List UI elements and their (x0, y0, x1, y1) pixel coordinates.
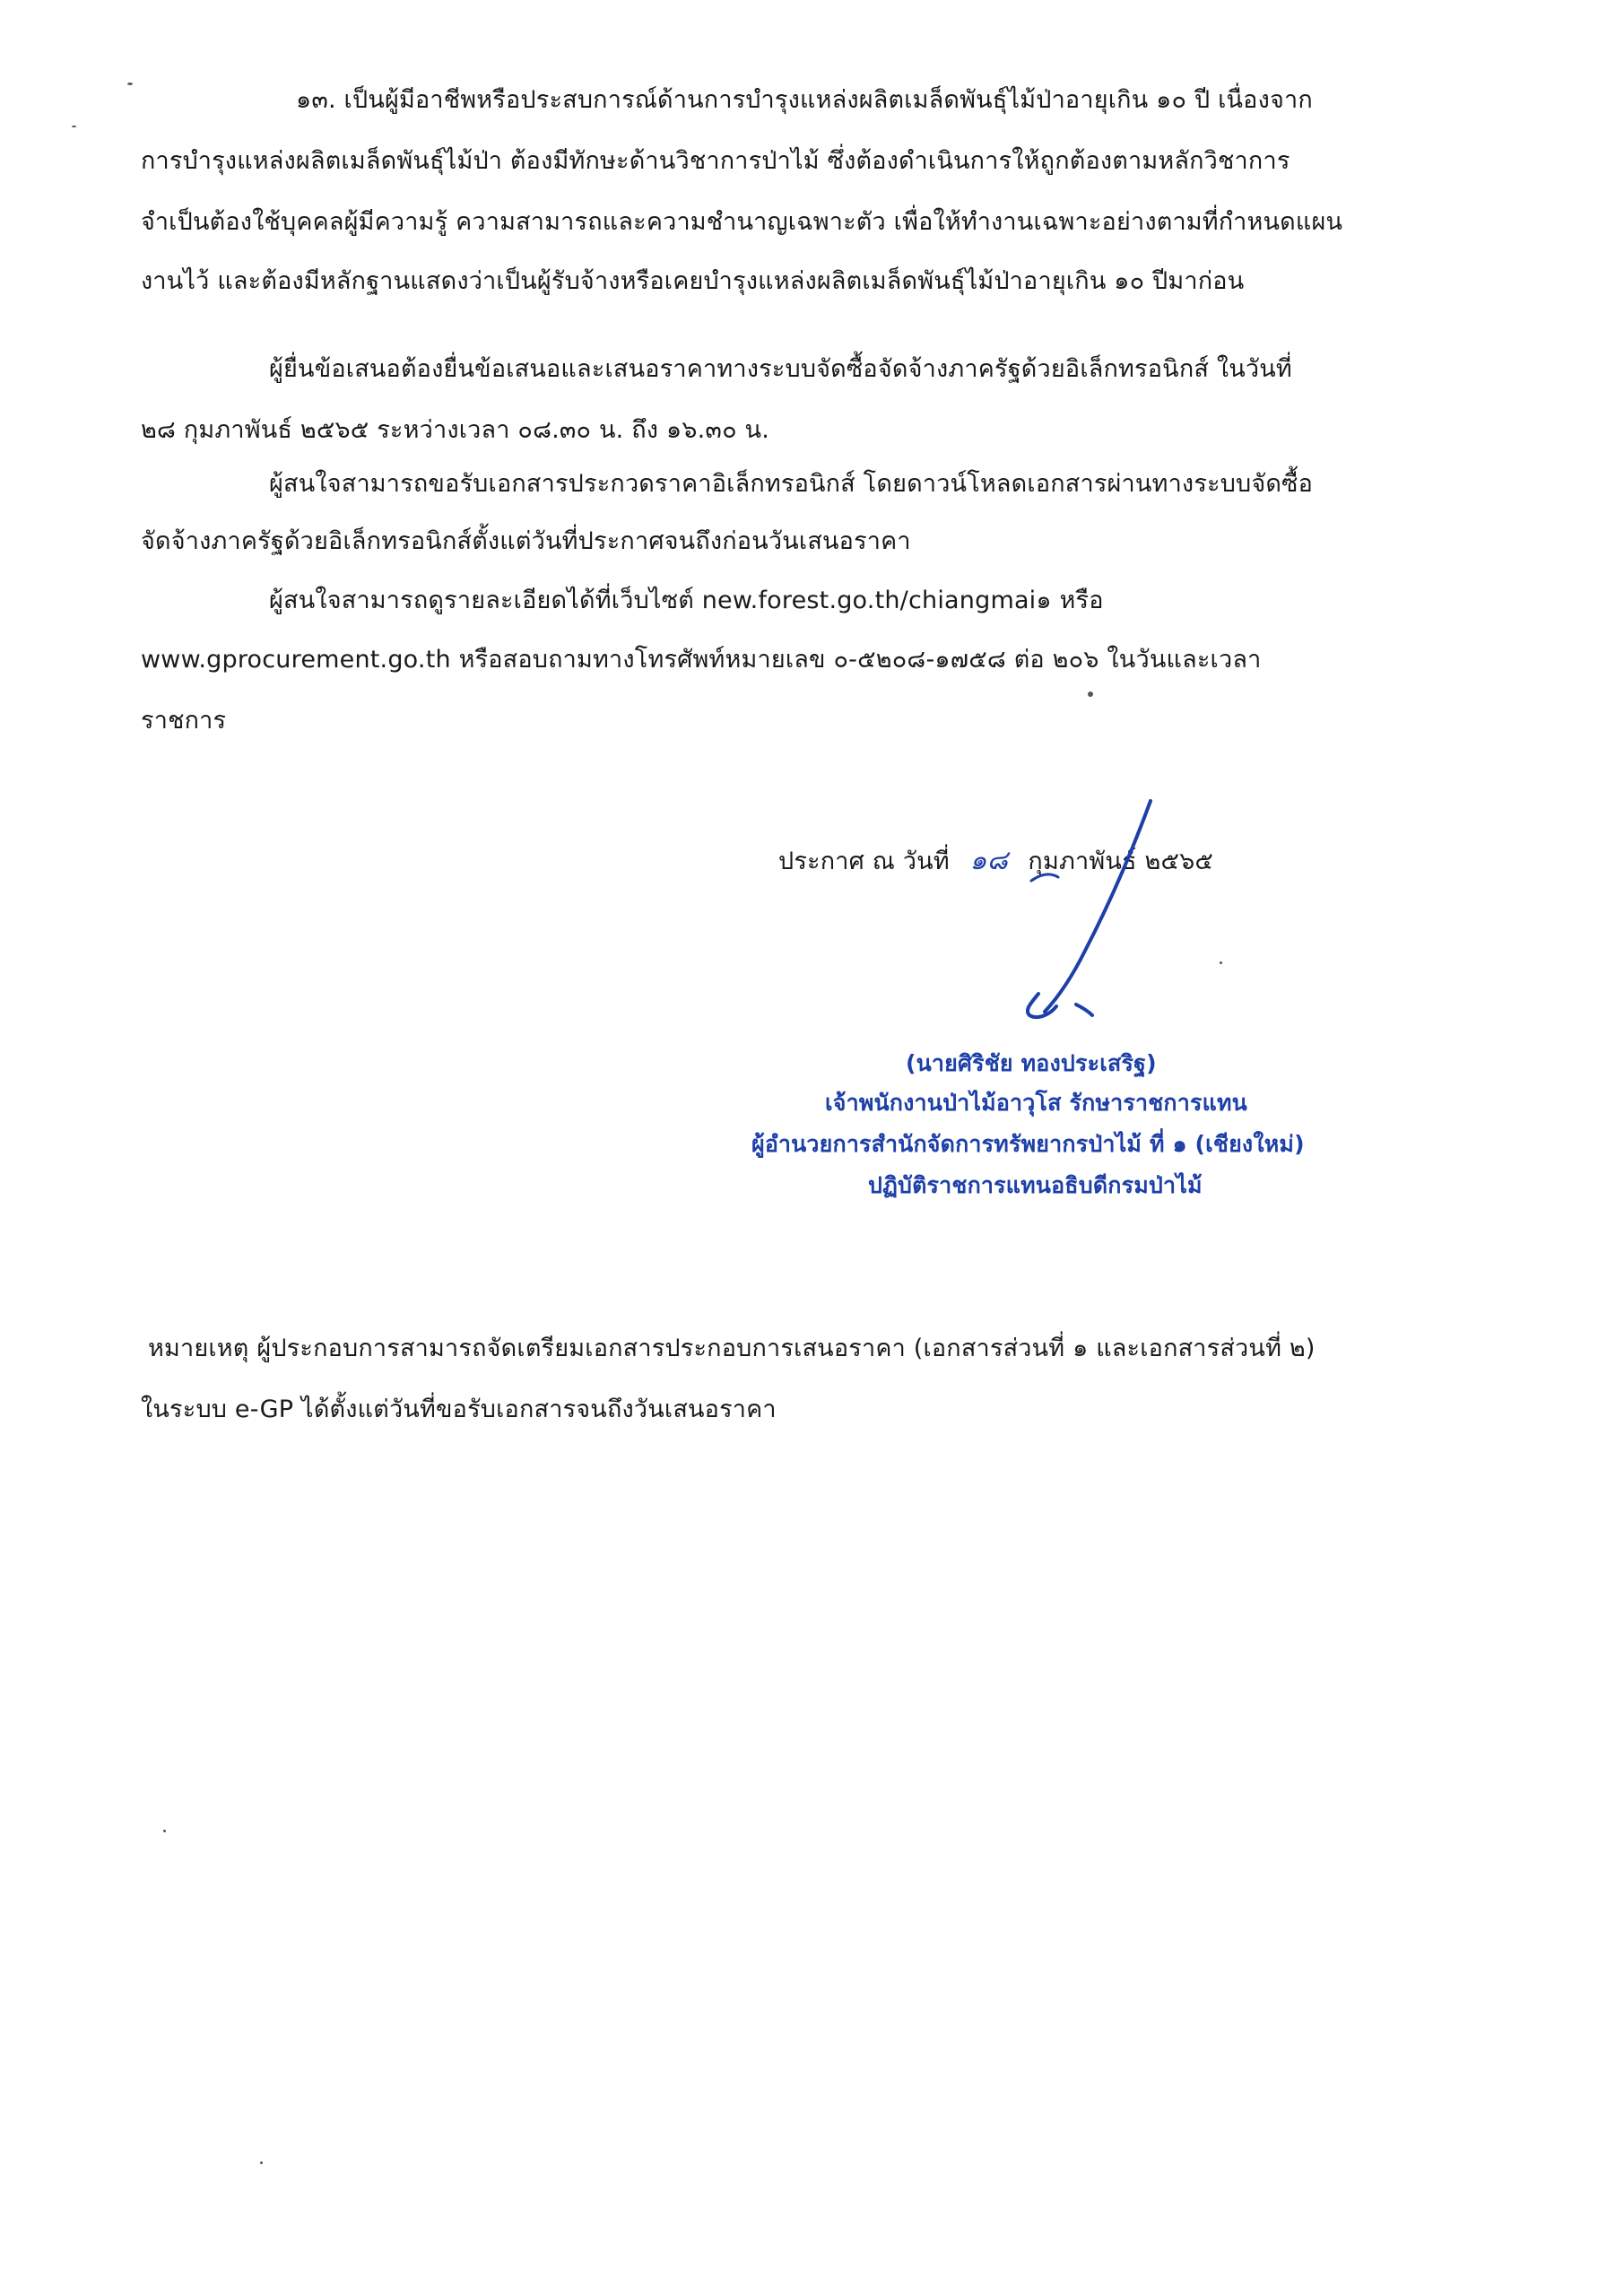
para13-line-2: การบำรุงแหล่งผลิตเมล็ดพันธุ์ไม้ป่า ต้องมีทักษะด้านวิชาการป่าไม้ ซึ่งต้องดำเนินการให้ถูกต้องตามหลักวิชาการ (141, 147, 1290, 175)
signatory-acting: ปฏิบัติราชการแทนอธิบดีกรมป่าไม้ (868, 1172, 1203, 1198)
contact-line-3: ราชการ (141, 707, 227, 735)
contact-line-2: www.gprocurement.go.th หรือสอบถามทางโทรศัพท์หมายเลข ๐-๕๒๐๘-๑๗๕๘ ต่อ ๒๐๖ ในวันและเวลา (141, 646, 1262, 674)
para13-line-1: ๑๓. เป็นผู้มีอาชีพหรือประสบการณ์ด้านการบำรุงแหล่งผลิตเมล็ดพันธุ์ไม้ป่าอายุเกิน ๑๐ ปี เนื่องจาก (296, 86, 1313, 114)
signatory-position: เจ้าพนักงานป่าไม้อาวุโส รักษาราชการแทน (825, 1090, 1247, 1116)
signatory-name: (นายศิริชัย ทองประเสริฐ) (906, 1050, 1157, 1076)
scan-speck (72, 126, 76, 127)
scan-speck (163, 1830, 166, 1832)
scan-speck (1220, 961, 1222, 964)
signatory-office: ผู้อำนวยการสำนักจัดการทรัพยากรป่าไม้ ที่ ๑ (เชียงใหม่) (751, 1131, 1305, 1157)
remark-line-2: ในระบบ e-GP ได้ตั้งแต่วันที่ขอรับเอกสารจนถึงวันเสนอราคา (141, 1396, 777, 1423)
submission-line-2: ๒๘ กุมภาพันธ์ ๒๕๖๕ ระหว่างเวลา ๐๘.๓๐ น. ถึง ๑๖.๓๐ น. (141, 416, 769, 444)
handwritten-day: ๑๘ (969, 845, 1008, 876)
contact-line-1: ผู้สนใจสามารถดูรายละเอียดได้ที่เว็บไซต์ new.forest.go.th/chiangmai๑ หรือ (269, 587, 1104, 614)
documents-line-2: จัดจ้างภาครัฐด้วยอิเล็กทรอนิกส์ตั้งแต่วันที่ประกาศจนถึงก่อนวันเสนอราคา (141, 527, 911, 555)
announcement-month-year: กุมภาพันธ์ ๒๕๖๕ (1028, 848, 1214, 875)
scan-speck (127, 83, 133, 85)
remark-line-1: หมายเหตุ ผู้ประกอบการสามารถจัดเตรียมเอกสารประกอบการเสนอราคา (เอกสารส่วนที่ ๑ และเอกสารส่วนที่ ๒) (148, 1335, 1316, 1362)
para13-line-4: งานไว้ และต้องมีหลักฐานแสดงว่าเป็นผู้รับจ้างหรือเคยบำรุงแหล่งผลิตเมล็ดพันธุ์ไม้ป่าอายุเกิน ๑๐ ปีมาก่อน (141, 267, 1245, 295)
announcement-prefix: ประกาศ ณ วันที่ (778, 848, 950, 875)
documents-line-1: ผู้สนใจสามารถขอรับเอกสารประกวดราคาอิเล็กทรอนิกส์ โดยดาวน์โหลดเอกสารผ่านทางระบบจัดซื้อ (269, 470, 1314, 498)
para13-line-3: จำเป็นต้องใช้บุคคลผู้มีความรู้ ความสามารถและความชำนาญเฉพาะตัว เพื่อให้ทำงานเฉพาะอย่างตามที่กำหนดแผน (141, 208, 1343, 236)
scan-speck (1088, 691, 1093, 697)
submission-line-1: ผู้ยื่นข้อเสนอต้องยื่นข้อเสนอและเสนอราคาทางระบบจัดซื้อจัดจ้างภาครัฐด้วยอิเล็กทรอนิกส์ ในวันที่ (269, 355, 1292, 383)
scan-speck (260, 2161, 263, 2164)
